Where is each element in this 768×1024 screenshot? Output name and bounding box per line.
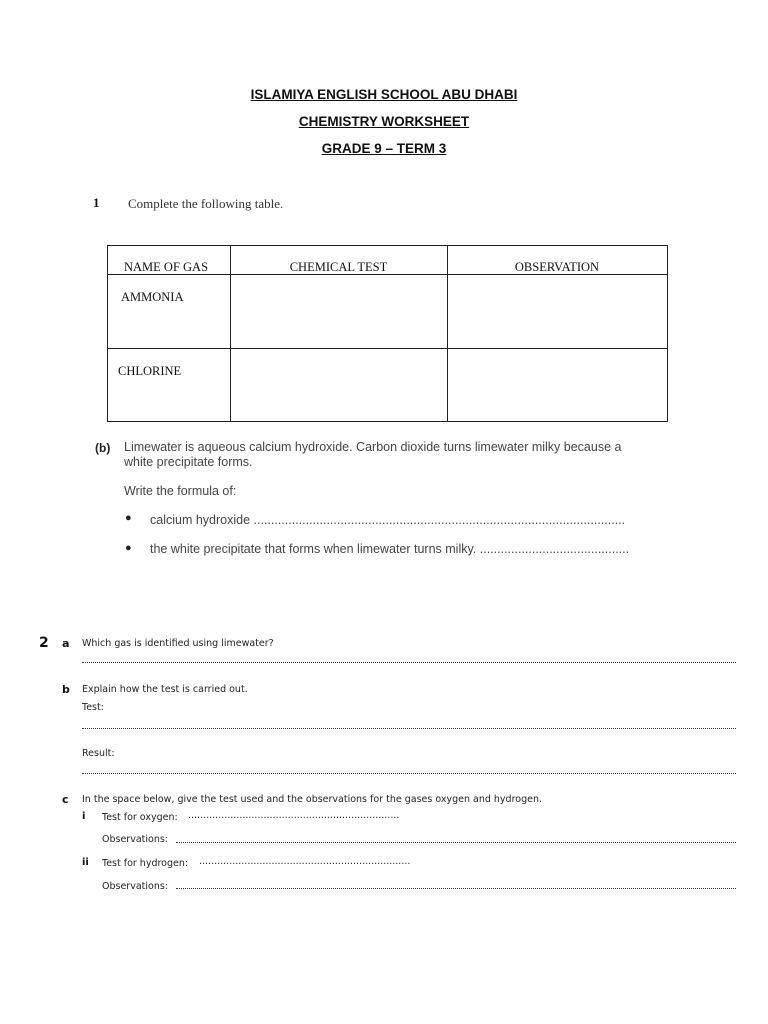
part-b-text-line2: white precipitate forms. xyxy=(124,455,253,469)
question-1-instruction: Complete the following table. xyxy=(128,196,284,211)
answer-line xyxy=(82,773,736,774)
part-b-prompt: Write the formula of: xyxy=(124,484,237,498)
grade-term: GRADE 9 – TERM 3 xyxy=(321,141,447,156)
table-header-name: NAME OF GAS xyxy=(124,260,209,274)
oxygen-test-dots: ...................................................................... xyxy=(188,810,400,821)
part-b-label: (b) xyxy=(95,441,111,455)
answer-line xyxy=(176,842,736,843)
question-2a-text: Which gas is identified using limewater? xyxy=(82,638,274,649)
table-header-test: CHEMICAL TEST xyxy=(289,260,388,274)
question-2c-ii-label: ii xyxy=(82,857,89,868)
question-2-number: 2 xyxy=(39,635,49,651)
table-cell-chlorine: CHLORINE xyxy=(118,364,182,378)
answer-line xyxy=(176,888,736,889)
answer-line xyxy=(82,728,736,729)
question-2a-label: a xyxy=(62,637,70,650)
table-header-observation: OBSERVATION xyxy=(514,260,600,274)
bullet-white-precipitate: the white precipitate that forms when limewater turns milky. ........................................... xyxy=(150,542,630,556)
question-2c-label: c xyxy=(62,793,69,806)
question-2b-text: Explain how the test is carried out. xyxy=(82,684,248,695)
school-title: ISLAMIYA ENGLISH SCHOOL ABU DHABI xyxy=(250,87,518,102)
test-label: Test: xyxy=(82,702,104,713)
hydrogen-test-label: Test for hydrogen: xyxy=(102,858,189,869)
oxygen-observations-label: Observations: xyxy=(102,834,168,845)
bullet-icon: ● xyxy=(125,512,132,524)
oxygen-test-label: Test for oxygen: xyxy=(102,812,178,823)
result-label: Result: xyxy=(82,748,115,759)
hydrogen-observations-label: Observations: xyxy=(102,881,168,892)
answer-line xyxy=(82,662,736,663)
part-b-text-line1: Limewater is aqueous calcium hydroxide. Carbon dioxide turns limewater milky because a xyxy=(124,440,622,454)
question-1-number: 1 xyxy=(93,195,100,210)
table-cell-ammonia: AMMONIA xyxy=(121,290,184,304)
bullet-icon: ● xyxy=(125,542,132,554)
bullet-calcium-hydroxide: calcium hydroxide ........................................................................................................... xyxy=(150,513,626,527)
table-divider xyxy=(108,348,667,349)
hydrogen-test-dots: ...................................................................... xyxy=(199,856,411,867)
question-2c-i-label: i xyxy=(82,811,86,822)
question-2b-label: b xyxy=(62,683,70,696)
worksheet-title: CHEMISTRY WORKSHEET xyxy=(298,114,470,129)
gas-test-table xyxy=(107,245,668,422)
question-2c-text: In the space below, give the test used and the observations for the gases oxygen and hydrogen. xyxy=(82,794,543,805)
